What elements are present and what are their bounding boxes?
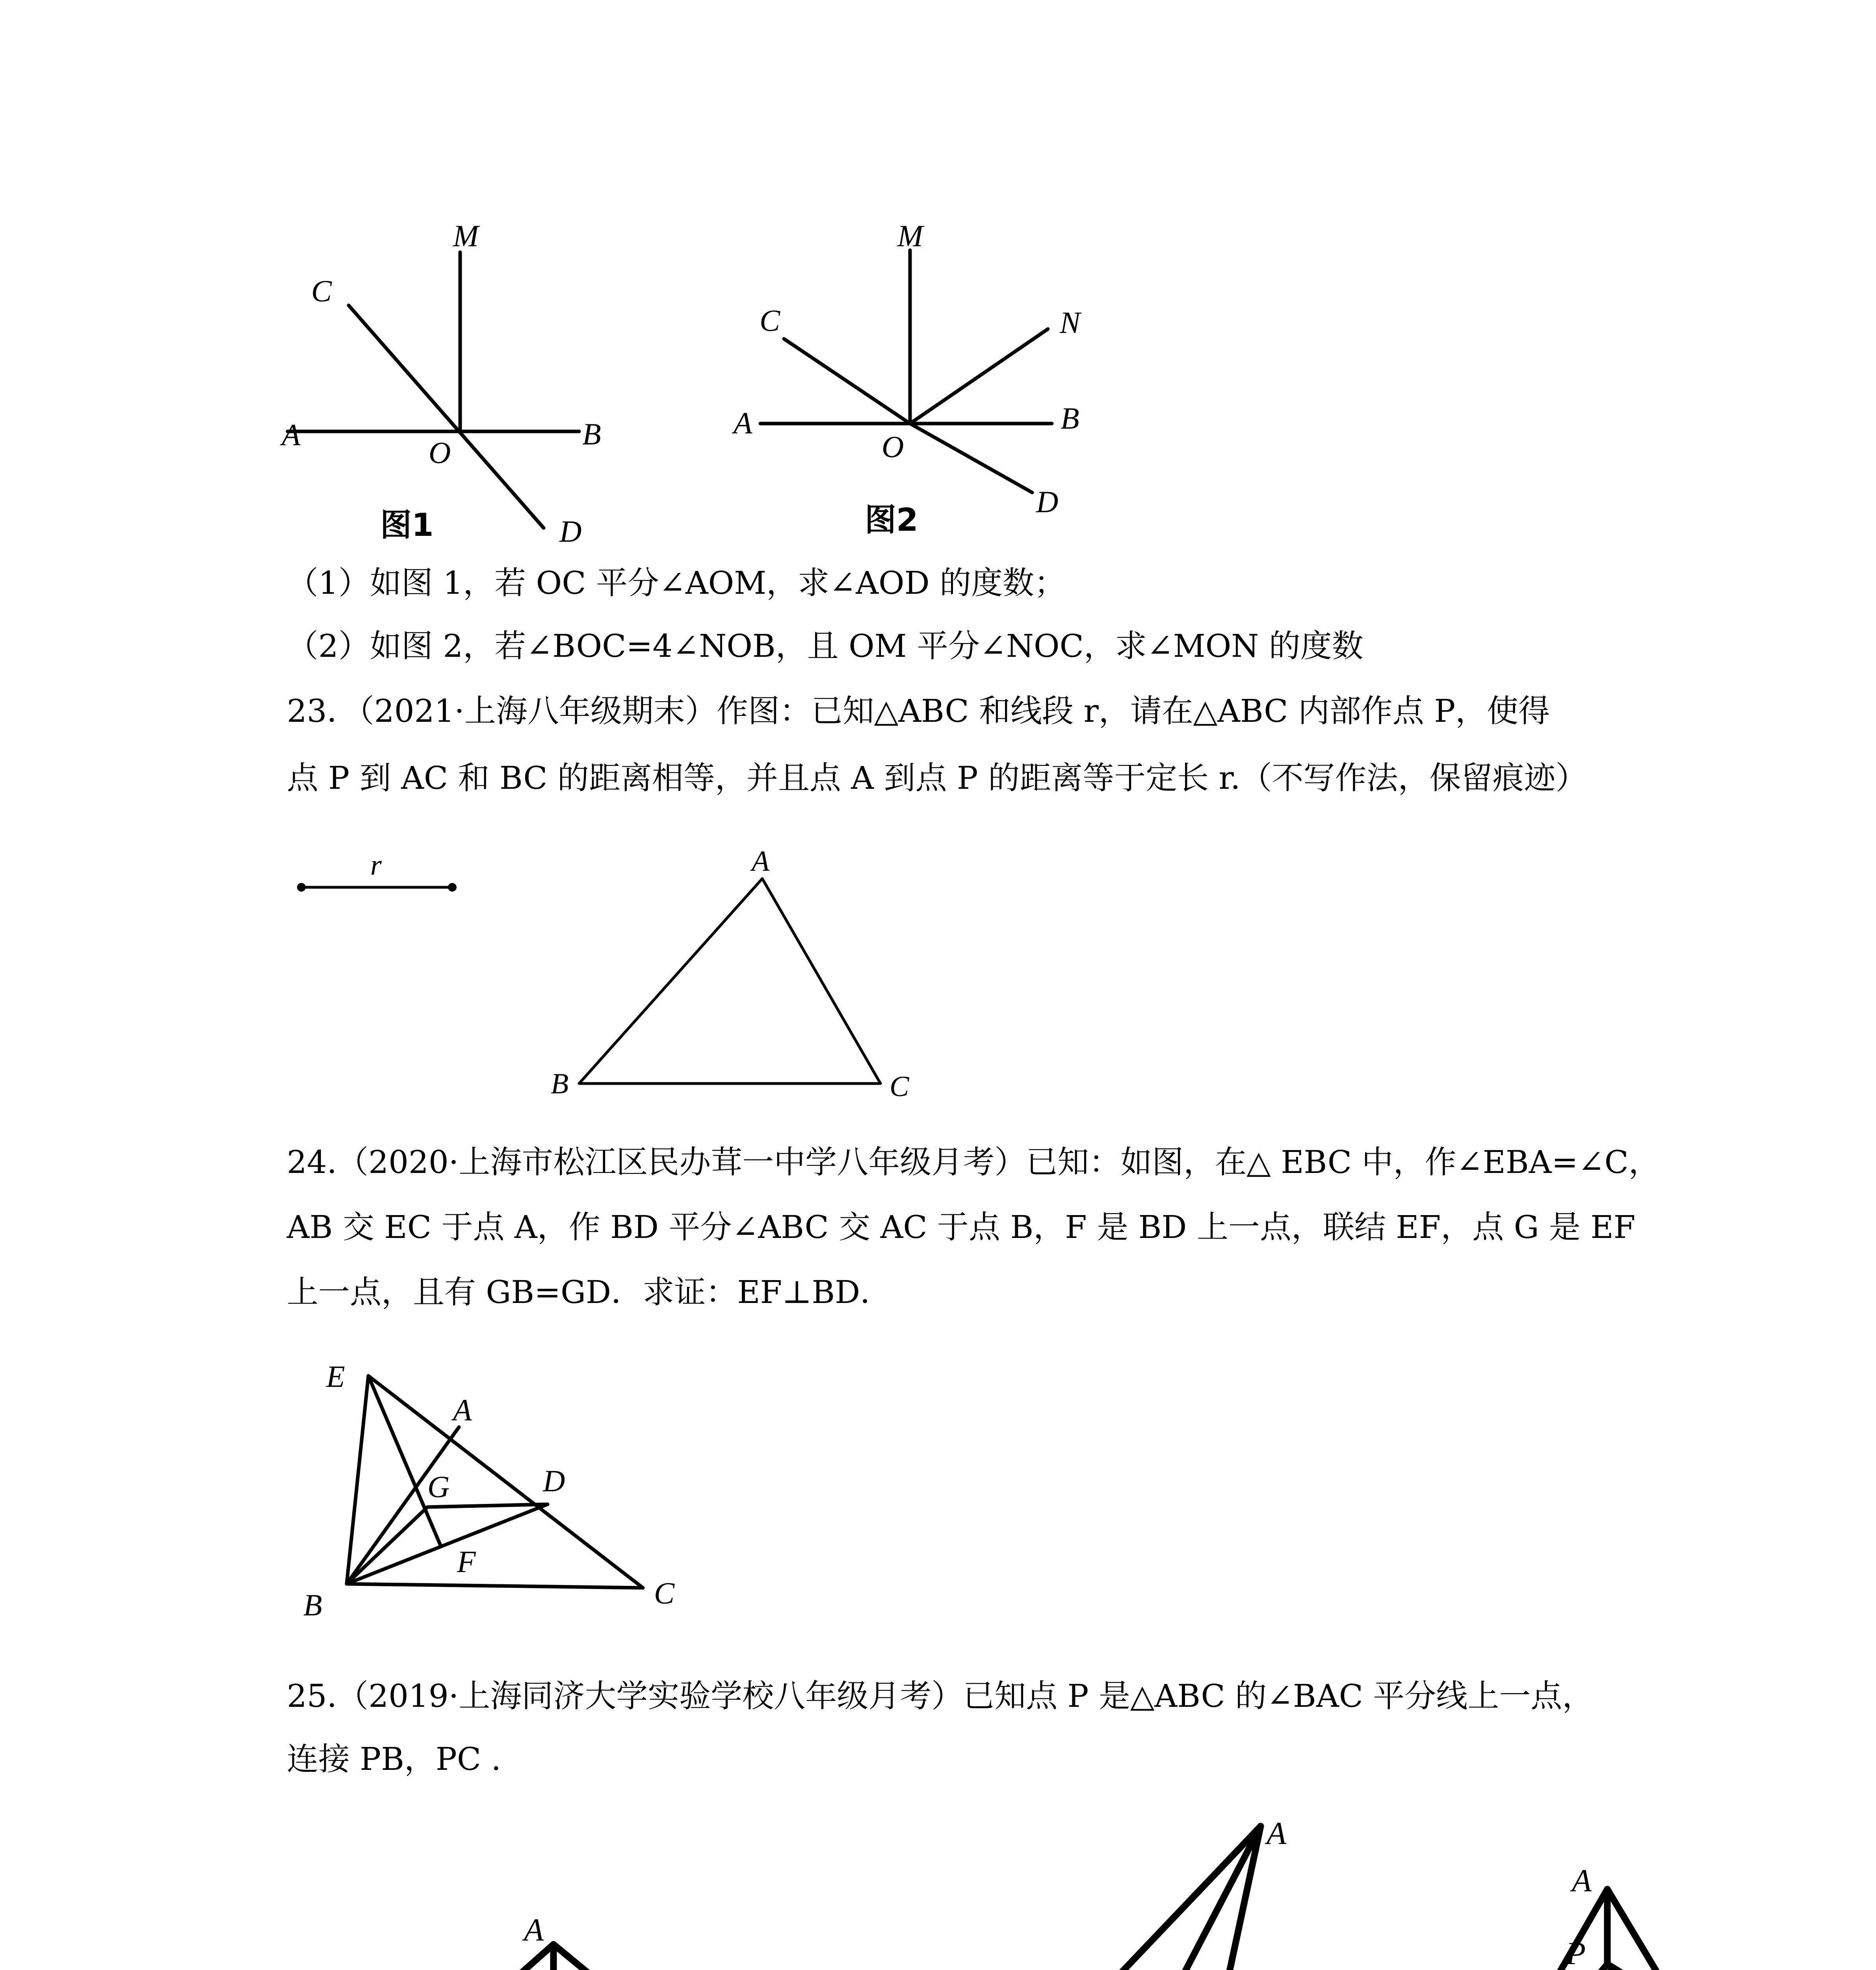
fig25-2-lines: [964, 1826, 1261, 1970]
fig25-2-label-A: A: [1267, 1815, 1287, 1851]
fig24-label-B: B: [303, 1588, 322, 1622]
fig22-2-lines: [760, 250, 1052, 492]
fig25-3-lines: [1464, 1889, 1757, 1970]
q24-line-1: 24.（2020·上海市松江区民办茸一中学八年级月考）已知：如图，在△ EBC 中，作∠EBA=∠C，: [287, 1144, 1660, 1180]
fig24-label-E: E: [326, 1359, 345, 1394]
fig23-segment-r: [297, 883, 457, 892]
fig23-label-B: B: [551, 1068, 569, 1100]
q23-line-2: 点 P 到 AC 和 BC 的距离相等，并且点 A 到点 P 的距离等于定长 r.（不写作法，保留痕迹）: [287, 760, 1587, 796]
fig22-2-label-B: B: [1061, 401, 1079, 435]
fig22-2-label-C: C: [760, 303, 780, 338]
fig24-label-D: D: [543, 1464, 565, 1498]
q24-line-2: AB 交 EC 于点 A，作 BD 平分∠ABC 交 AC 于点 B，F 是 BD 上一点，联结 EF，点 G 是 EF: [287, 1209, 1636, 1245]
fig22-2-label-D: D: [1036, 485, 1059, 519]
fig22-2-label-M: M: [897, 219, 923, 253]
fig22-2-label-N: N: [1060, 305, 1081, 340]
fig24-label-C: C: [654, 1576, 675, 1610]
fig25-1-lines: [347, 1944, 766, 1970]
fig22-1-label-B: B: [582, 417, 601, 451]
fig22-1-label-M: M: [453, 219, 479, 253]
fig24-label-F: F: [457, 1544, 476, 1579]
fig22-1-label-O: O: [429, 435, 451, 470]
fig23-label-r: r: [370, 849, 382, 881]
q22-part-1: （1）如图 1，若 OC 平分∠AOM，求∠AOD 的度数；: [287, 565, 1066, 601]
fig23-label-C: C: [890, 1070, 909, 1103]
q25-line-2: 连接 PB，PC .: [287, 1741, 501, 1777]
fig24-lines: [347, 1376, 643, 1588]
fig25-3-label-P: P: [1566, 1935, 1586, 1970]
fig22-2-caption: 图2: [865, 502, 918, 538]
fig22-2-label-A: A: [734, 406, 752, 440]
fig22-1-label-C: C: [311, 274, 332, 308]
fig23-triangle-abc: [579, 879, 880, 1084]
fig22-1-label-A: A: [282, 418, 301, 452]
fig24-label-G: G: [427, 1470, 450, 1504]
fig24-label-A: A: [453, 1393, 472, 1427]
q23-line-1: 23．（2021·上海八年级期末）作图：已知△ABC 和线段 r，请在△ABC 内部作点 P，使得: [287, 693, 1550, 729]
fig25-1-label-A: A: [524, 1912, 544, 1948]
fig25-3-label-A: A: [1572, 1862, 1592, 1898]
fig23-label-A: A: [752, 845, 770, 877]
fig22-2-label-O: O: [882, 429, 904, 464]
q24-line-3: 上一点，且有 GB=GD．求证：EF⊥BD．: [287, 1274, 892, 1310]
q25-line-1: 25.（2019·上海同济大学实验学校八年级月考）已知点 P 是△ABC 的∠BAC 平分线上一点，: [287, 1678, 1594, 1714]
fig22-1-label-D: D: [559, 514, 582, 548]
fig22-1-caption: 图1: [380, 507, 434, 543]
q22-part-2: （2）如图 2，若∠BOC=4∠NOB，且 OM 平分∠NOC，求∠MON 的度数: [287, 628, 1363, 664]
